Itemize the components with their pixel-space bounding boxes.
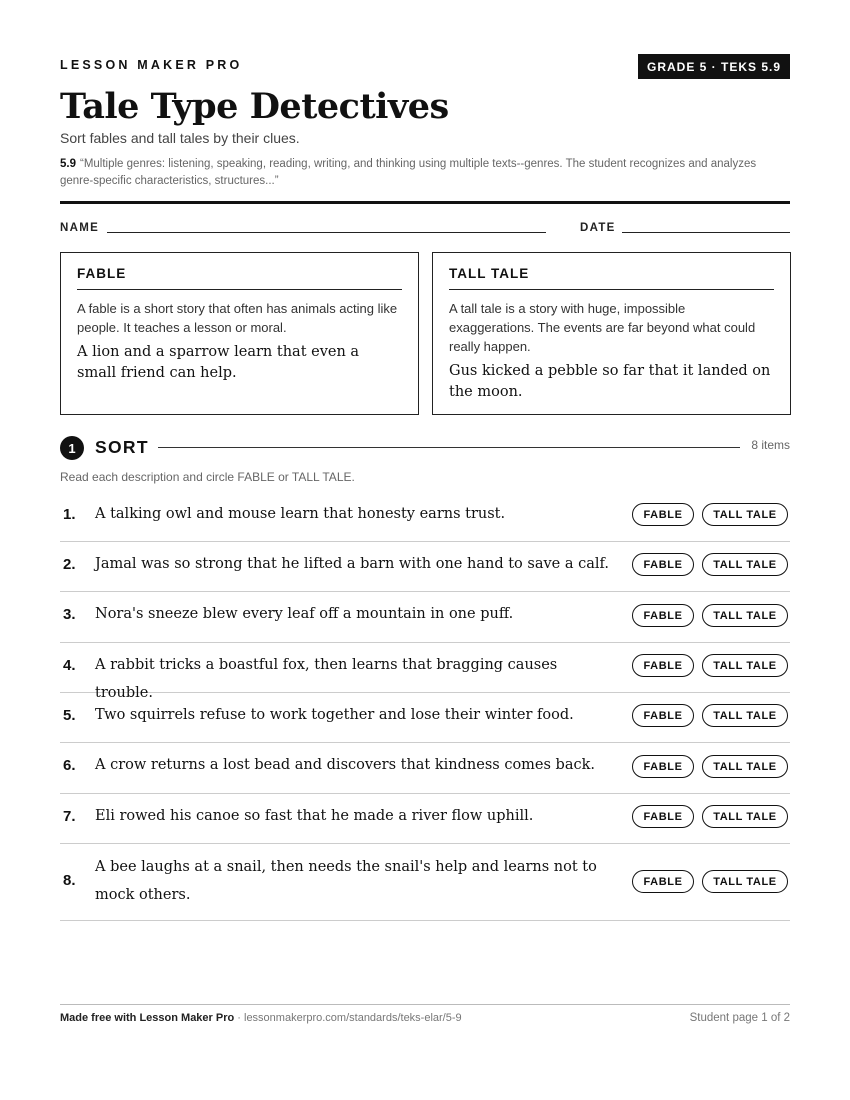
item-number: 4. bbox=[63, 657, 76, 674]
date-label: DATE bbox=[580, 222, 616, 234]
standard-code: 5.9 bbox=[60, 158, 76, 170]
item-text: Two squirrels refuse to work together and lose their winter food. bbox=[95, 707, 574, 723]
brand-name: LESSON MAKER PRO bbox=[60, 58, 243, 72]
sort-item bbox=[60, 693, 790, 743]
tall-tale-option[interactable]: TALL TALE bbox=[702, 870, 788, 893]
item-text: A crow returns a lost bead and discovers that kindness comes back. bbox=[95, 757, 595, 773]
item-text: Nora's sneeze blew every leaf off a mountain in one puff. bbox=[95, 606, 514, 622]
grade-badge: GRADE 5 · TEKS 5.9 bbox=[638, 54, 790, 79]
item-number: 8. bbox=[63, 872, 76, 889]
item-number: 6. bbox=[63, 757, 76, 774]
fable-definition-box bbox=[60, 252, 419, 415]
tall-tale-option[interactable]: TALL TALE bbox=[702, 553, 788, 576]
fable-option[interactable]: FABLE bbox=[632, 604, 694, 627]
page-title: Tale Type Detectives bbox=[60, 86, 449, 127]
footer-page-number: Student page 1 of 2 bbox=[689, 1012, 790, 1024]
sort-item bbox=[60, 794, 790, 844]
item-number: 5. bbox=[63, 707, 76, 724]
item-number: 3. bbox=[63, 606, 76, 623]
section-number-badge: 1 bbox=[60, 436, 84, 460]
section-divider bbox=[158, 447, 740, 448]
page-subtitle: Sort fables and tall tales by their clues. bbox=[60, 130, 300, 146]
tall-tale-definition-box bbox=[432, 252, 791, 415]
fable-option[interactable]: FABLE bbox=[632, 553, 694, 576]
item-text: Eli rowed his canoe so fast that he made a river flow uphill. bbox=[95, 808, 534, 824]
sort-item bbox=[60, 743, 790, 794]
standard-text: “Multiple genres: listening, speaking, reading, writing, and thinking using multiple texts--genres. The student recognizes and analyzes genre-specific characteristics, structures...” bbox=[60, 158, 757, 187]
tall-tale-option[interactable]: TALL TALE bbox=[702, 604, 788, 627]
item-text: A talking owl and mouse learn that honesty earns trust. bbox=[95, 506, 506, 522]
footer-divider bbox=[60, 1004, 790, 1005]
fable-option[interactable]: FABLE bbox=[632, 870, 694, 893]
name-date-row bbox=[60, 221, 790, 237]
item-number: 1. bbox=[63, 506, 76, 523]
item-number: 7. bbox=[63, 808, 76, 825]
sort-item bbox=[60, 592, 790, 643]
item-number: 2. bbox=[63, 556, 76, 573]
tall-tale-option[interactable]: TALL TALE bbox=[702, 503, 788, 526]
tall-tale-example: Gus kicked a pebble so far that it landed on the moon. bbox=[449, 363, 771, 400]
footer-url[interactable]: · lessonmakerpro.com/standards/teks-elar/5-9 bbox=[234, 1012, 462, 1024]
fable-option[interactable]: FABLE bbox=[632, 755, 694, 778]
fable-definition-title: FABLE bbox=[77, 266, 402, 290]
section-instructions: Read each description and circle FABLE or TALL TALE. bbox=[60, 470, 355, 484]
fable-example: A lion and a sparrow learn that even a small friend can help. bbox=[77, 344, 360, 381]
item-text: A bee laughs at a snail, then needs the snail's help and learns not to mock others. bbox=[95, 859, 597, 903]
standard-description bbox=[60, 156, 790, 190]
fable-option[interactable]: FABLE bbox=[632, 704, 694, 727]
fable-definition-text: A fable is a short story that often has animals acting like people. It teaches a lesson or moral. bbox=[77, 301, 398, 335]
tall-tale-option[interactable]: TALL TALE bbox=[702, 704, 788, 727]
name-field[interactable] bbox=[107, 232, 546, 233]
fable-option[interactable]: FABLE bbox=[632, 503, 694, 526]
sort-item bbox=[60, 643, 790, 701]
tall-tale-option[interactable]: TALL TALE bbox=[702, 805, 788, 828]
tall-tale-definition-text: A tall tale is a story with huge, impossible exaggerations. The events are far beyond what could really happen. bbox=[449, 301, 756, 354]
sort-item bbox=[60, 492, 790, 542]
tall-tale-option[interactable]: TALL TALE bbox=[702, 755, 788, 778]
item-count: 8 items bbox=[751, 438, 790, 452]
header-divider bbox=[60, 201, 790, 204]
sort-item bbox=[60, 844, 790, 921]
section-title: SORT bbox=[95, 437, 149, 457]
footer-credit bbox=[60, 1012, 462, 1024]
fable-option[interactable]: FABLE bbox=[632, 805, 694, 828]
footer-made-with: Made free with Lesson Maker Pro bbox=[60, 1012, 235, 1024]
fable-option[interactable]: FABLE bbox=[632, 654, 694, 677]
tall-tale-option[interactable]: TALL TALE bbox=[702, 654, 788, 677]
item-text: A rabbit tricks a boastful fox, then learns that bragging causes trouble. bbox=[95, 657, 558, 701]
date-field[interactable] bbox=[622, 232, 790, 233]
sort-item bbox=[60, 542, 790, 592]
tall-tale-definition-title: TALL TALE bbox=[449, 266, 774, 290]
item-text: Jamal was so strong that he lifted a barn with one hand to save a calf. bbox=[95, 556, 609, 572]
sort-section-header bbox=[60, 436, 790, 458]
name-label: NAME bbox=[60, 222, 100, 234]
